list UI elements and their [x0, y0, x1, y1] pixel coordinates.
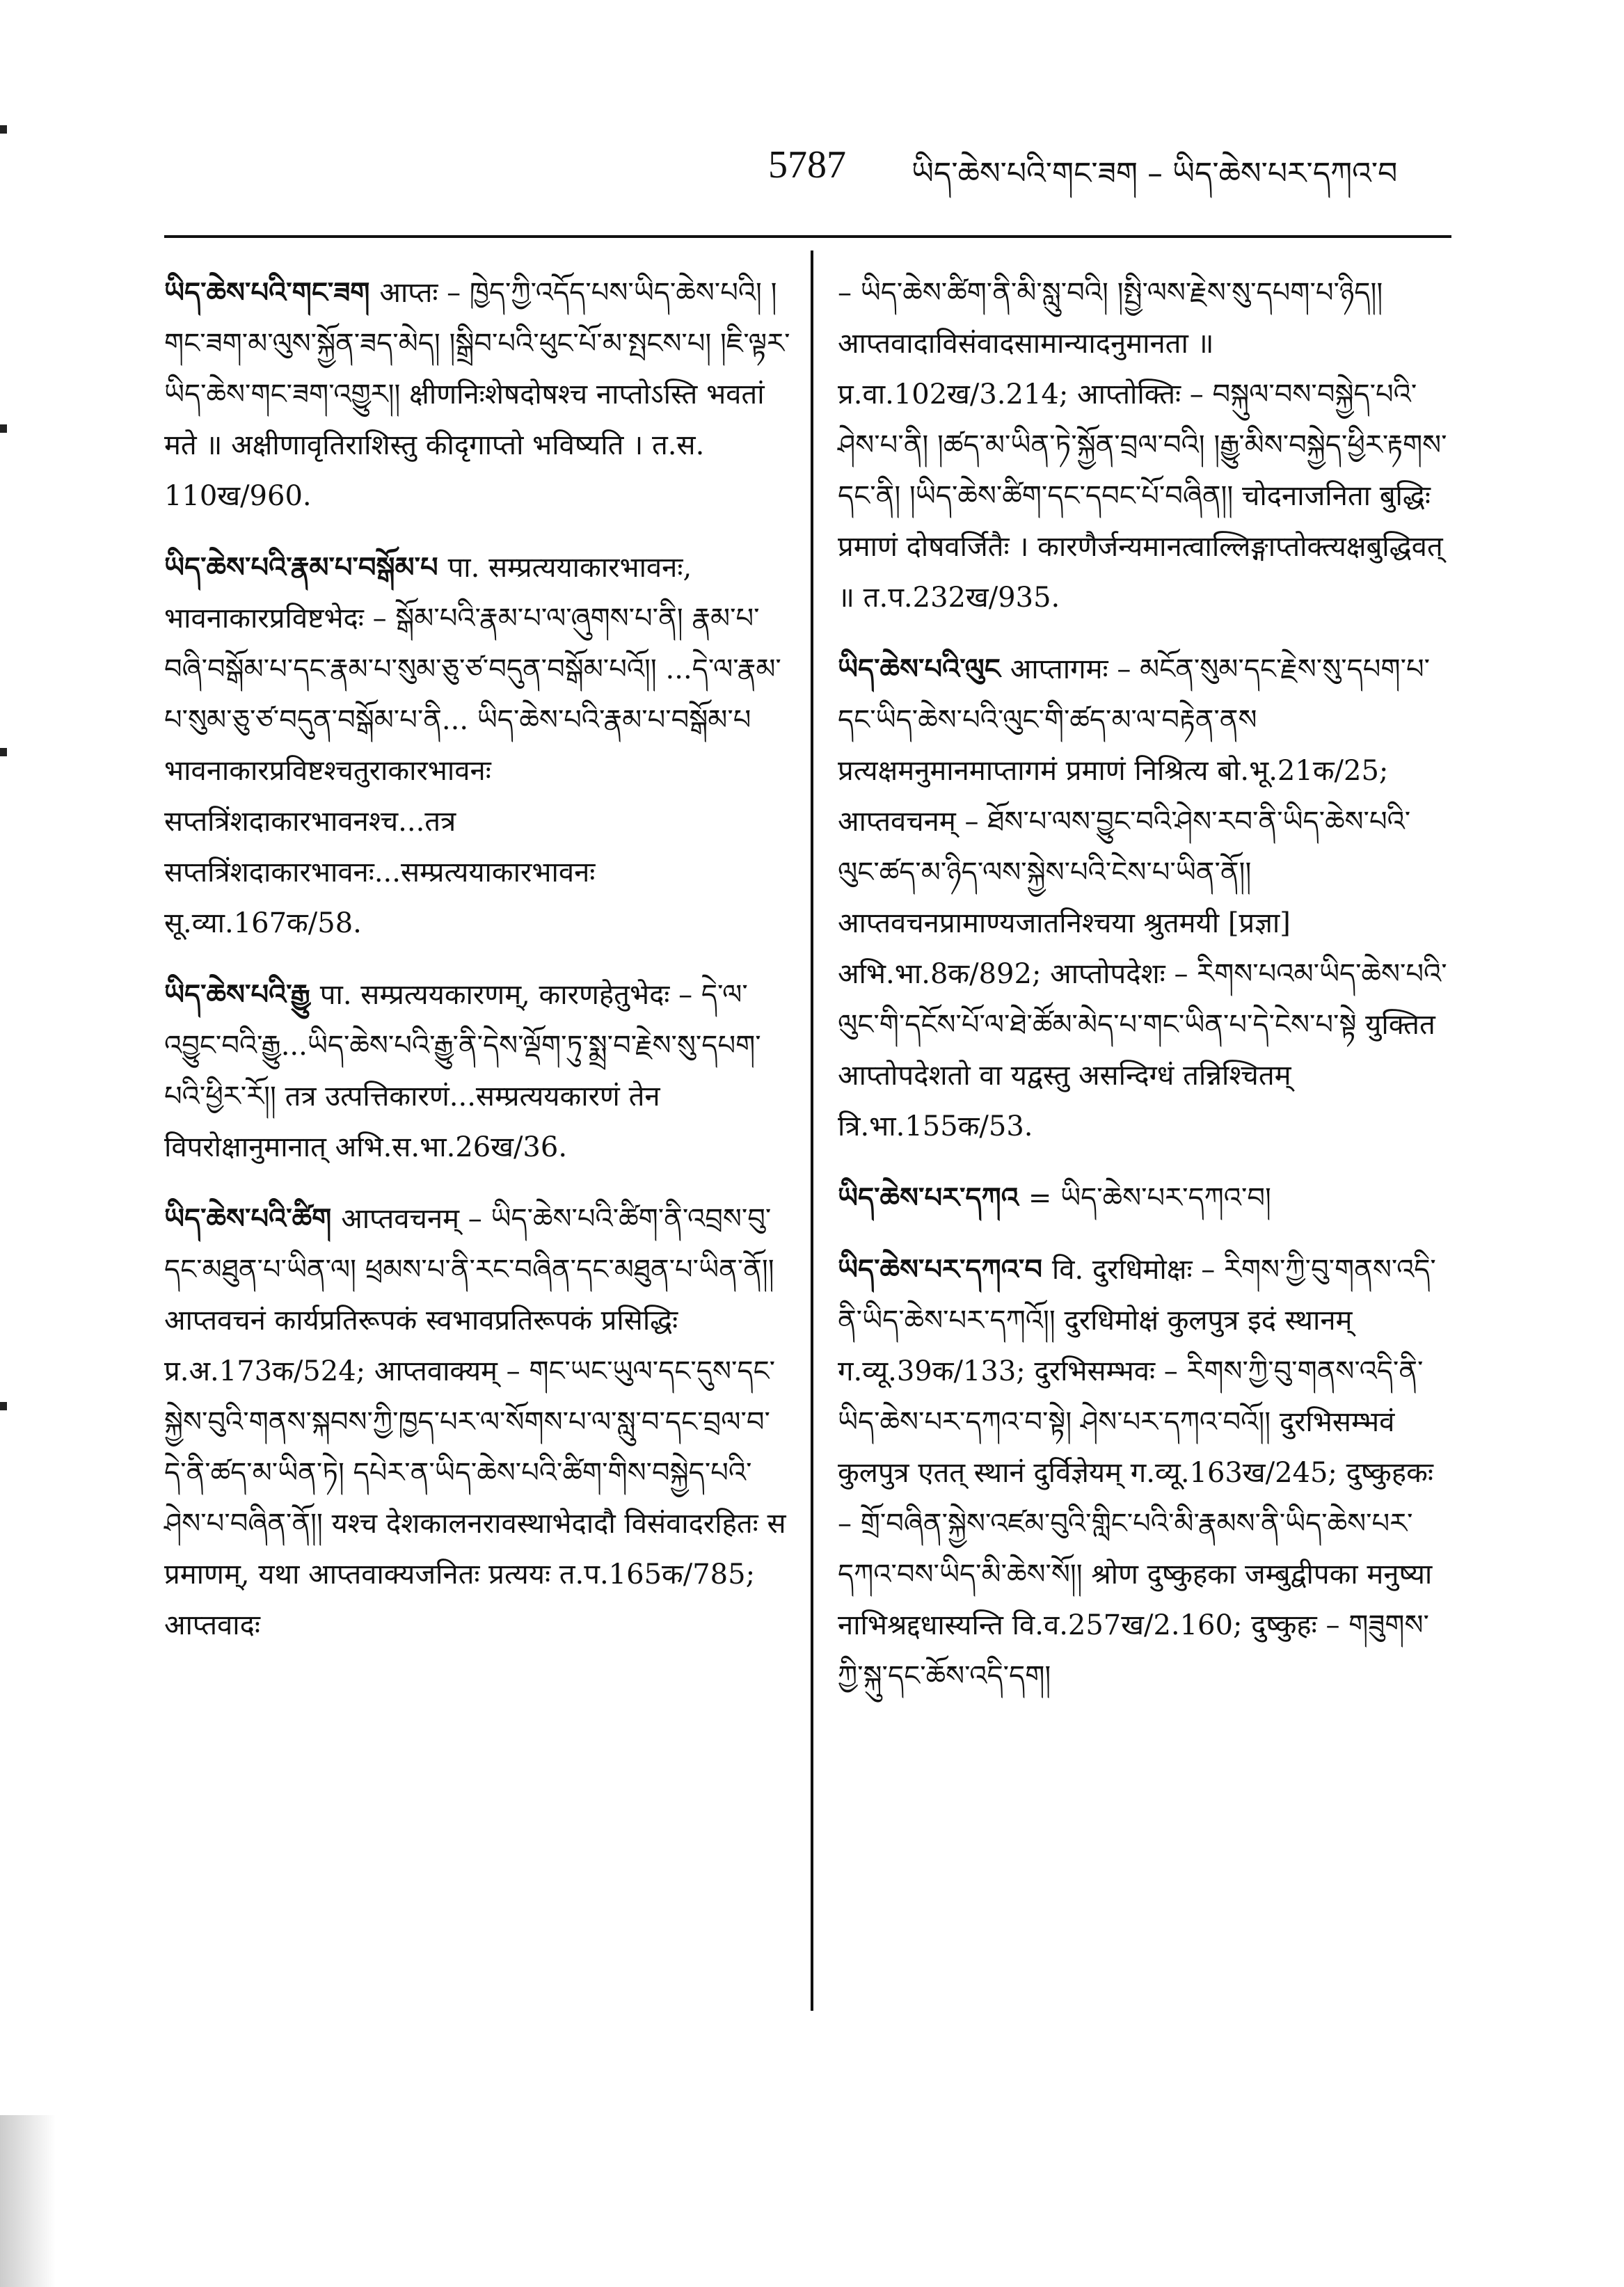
headword: ཡིད་ཆེས་པའི་ལུང — [838, 653, 1010, 685]
header-rule — [164, 235, 1451, 238]
entry-body: पा. सम्प्रत्ययाकारभावनः, भावनाकारप्रविष्टभेदः – སྒོམ་པའི་རྣམ་པ་ལ་ཞུགས་པ་ནི། རྣམ་པ་བཞི་བསྒོམ་པ་དང་རྣམ་པ་སུམ་ཅུ་ཙ་བདུན་བསྒོམ་པའོ།། ...དེ་ལ་རྣམ་པ་སུམ་ཅུ་ཙ་བདུན་བསྒོམ་པ་ནི... ཡིད་ཆེས་པའི་རྣམ་པ་བསྒོམ་པ भावनाकारप्रविष्टश्चतुराकारभावनः सप्तत्रिंशदाकारभावनश्च...तत्र सप्तत्रिंशदाकारभावनः...सम्प्रत्ययाकारभावनः सू.व्या.167क/58. — [164, 552, 781, 939]
headword: ཡིད་ཆེས་པའི་ཚིག — [164, 1203, 342, 1235]
left-column — [164, 268, 790, 1672]
entry-body: आप्तः – ཁྱེད་ཀྱི་འདོད་པས་ཡིད་ཆེས་པའི། །གང་ཟག་མ་ལུས་སྐྱོན་ཟད་མེད། །སྒྲིབ་པའི་ཕུང་པོ་མ་སྤངས་པ། །ཇི་ལྟར་ཡིད་ཆེས་གང་ཟག་འགྱུར།། क्षीणनिःशेषदोषश्च नाप्तोऽस्ति भवतां मते ॥ अक्षीणावृतिराशिस्तु कीदृगाप्तो भविष्यति । त.स. 110ख/960. — [164, 277, 790, 512]
page-number: 5787 — [768, 143, 846, 186]
headword: ཡིད་ཆེས་པར་དཀའ — [838, 1182, 1028, 1214]
dictionary-entry — [164, 268, 790, 522]
entry-body: आप्तवचनम् – ཡིད་ཆེས་པའི་ཚིག་ནི་འབྲས་བུ་དང་མཐུན་པ་ཡིན་ལ། ཕྲམས་པ་ནི་རང་བཞིན་དང་མཐུན་པ་ཡིན་ནོ།། आप्तवचनं कार्यप्रतिरूपकं स्वभावप्रतिरूपकं प्रसिद्धिः प्र.अ.173क/524; आप्तवाक्यम् – གང་ཡང་ཡུལ་དང་དུས་དང་སྐྱེས་བུའི་གནས་སྐབས་ཀྱི་ཁྱད་པར་ལ་སོགས་པ་ལ་སླུ་བ་དང་བྲལ་བ་དེ་ནི་ཚད་མ་ཡིན་ཏེ། དཔེར་ན་ཡིད་ཆེས་པའི་ཚིག་གིས་བསྐྱེད་པའི་ཤེས་པ་བཞིན་ནོ།། यश्च देशकालनरावस्थाभेदादौ विसंवादरहितः स प्रमाणम्, यथा आप्तवाक्यजनितः प्रत्ययः त.प.165क/785; आप्तवादः — [164, 1203, 786, 1641]
headword: ཡིད་ཆེས་པར་དཀའ་བ — [838, 1254, 1052, 1286]
entry-body: वि. दुरधिमोक्षः – རིགས་ཀྱི་བུ་གནས་འདི་ནི་ཡིད་ཆེས་པར་དཀའོ།། दुरधिमोक्षं कुलपुत्र इदं स्थानम् ग.व्यू.39क/133; दुरभिसम्भवः – རིགས་ཀྱི་བུ་གནས་འདི་ནི་ཡིད་ཆེས་པར་དཀའ་བ་སྟེ། ཤེས་པར་དཀའ་བའོ།། दुरभिसम्भवं कुलपुत्र एतत् स्थानं दुर्विज्ञेयम् ग.व्यू.163ख/245; दुष्कुहकः – གྲོ་བཞིན་སྐྱེས་འཛམ་བུའི་གླིང་པའི་མི་རྣམས་ནི་ཡིད་ཆེས་པར་དཀའ་བས་ཡིད་མི་ཆེས་སོ།། श्रोण दुष्कुहका जम्बुद्वीपका मनुष्या नाभिश्रद्दधास्यन्ति वि.व.257ख/2.160; दुष्कुहः – གཟུགས་ཀྱི་སྐུ་དང་ཆོས་འདི་དག། — [838, 1254, 1436, 1692]
dictionary-entry — [838, 1173, 1450, 1224]
headword: ཡིད་ཆེས་པའི་གང་ཟག — [164, 277, 380, 309]
scan-shadow — [0, 2115, 56, 2287]
edge-mark — [0, 748, 7, 756]
entry-body: पा. सम्प्रत्ययकारणम्, कारणहेतुभेदः – དེ་ལ་འབྱུང་བའི་རྒྱུ...ཡིད་ཆེས་པའི་རྒྱུ་ནི་དེས་ལྡོག་ཏུ་སྨྲ་བ་རྗེས་སུ་དཔག་པའི་ཕྱིར་རོ།། तत्र उत्पत्तिकारणं...सम्प्रत्ययकारणं तेन विपरोक्षानुमानात् अभि.स.भा.26ख/36. — [164, 979, 761, 1163]
entry-body: आप्तागमः – མངོན་སུམ་དང་རྗེས་སུ་དཔག་པ་དང་ཡིད་ཆེས་པའི་ལུང་གི་ཚད་མ་ལ་བརྟེན་ནས प्रत्यक्षमनुमानमाप्तागमं प्रमाणं निश्रित्य बो.भू.21क/25; आप्तवचनम् – ཐོས་པ་ལས་བྱུང་བའི་ཤེས་རབ་ནི་ཡིད་ཆེས་པའི་ལུང་ཚད་མ་ཉིད་ལས་སྐྱེས་པའི་ངེས་པ་ཡིན་ནོ།། आप्तवचनप्रामाण्यजातनिश्चया श्रुतमयी [प्रज्ञा] अभि.भा.8क/892; आप्तोपदेशः – རིགས་པའམ་ཡིད་ཆེས་པའི་ལུང་གི་དངོས་པོ་ལ་ཐེ་ཚོམ་མེད་པ་གང་ཡིན་པ་དེ་ངེས་པ་སྟེ युक्तित आप्तोपदेशतो वा यद्वस्तु असन्दिग्धं तन्निश्चितम् त्रि.भा.155क/53. — [838, 653, 1447, 1142]
dictionary-entry — [164, 543, 790, 949]
dictionary-entry — [838, 1245, 1450, 1702]
edge-mark — [0, 424, 7, 433]
running-head: ཡིད་ཆེས་པའི་གང་ཟག – ཡིད་ཆེས་པར་དཀའ་བ — [911, 156, 1398, 191]
dictionary-entry — [164, 970, 790, 1173]
right-column — [838, 268, 1450, 1723]
entry-body: = ཡིད་ཆེས་པར་དཀའ་བ། — [1028, 1182, 1271, 1214]
dictionary-entry-continued — [838, 268, 1450, 623]
headword: ཡིད་ཆེས་པའི་རྒྱུ — [164, 979, 320, 1011]
headword: ཡིད་ཆེས་པའི་རྣམ་པ་བསྒོམ་པ — [164, 552, 448, 584]
edge-mark — [0, 1402, 7, 1410]
edge-mark — [0, 125, 7, 134]
column-divider — [811, 250, 813, 2011]
dictionary-entry — [838, 644, 1450, 1152]
dictionary-entry — [164, 1194, 790, 1651]
entry-body: – ཡིད་ཆེས་ཚིག་ནི་མི་སླུ་བའི། །སྤྱི་ལས་རྗེས་སུ་དཔག་པ་ཉིད།། आप्तवादाविसंवादसामान्यादनुमानता ॥ प्र.वा.102ख/3.214; आप्तोक्तिः – བསྐུལ་བས་བསྐྱེད་པའི་ཤེས་པ་ནི། །ཚད་མ་ཡིན་ཏེ་སྐྱོན་བྲལ་བའི། །རྒྱུ་མིས་བསྐྱེད་ཕྱིར་རྟགས་དང་ནི། །ཡིད་ཆེས་ཚིག་དང་དབང་པོ་བཞིན།། चोदनाजनिता बुद्धिः प्रमाणं दोषवर्जितैः । कारणैर्जन्यमानत्वाल्लिङ्गाप्तोक्त्यक्षबुद्धिवत् ॥ त.प.232ख/935. — [838, 277, 1447, 614]
